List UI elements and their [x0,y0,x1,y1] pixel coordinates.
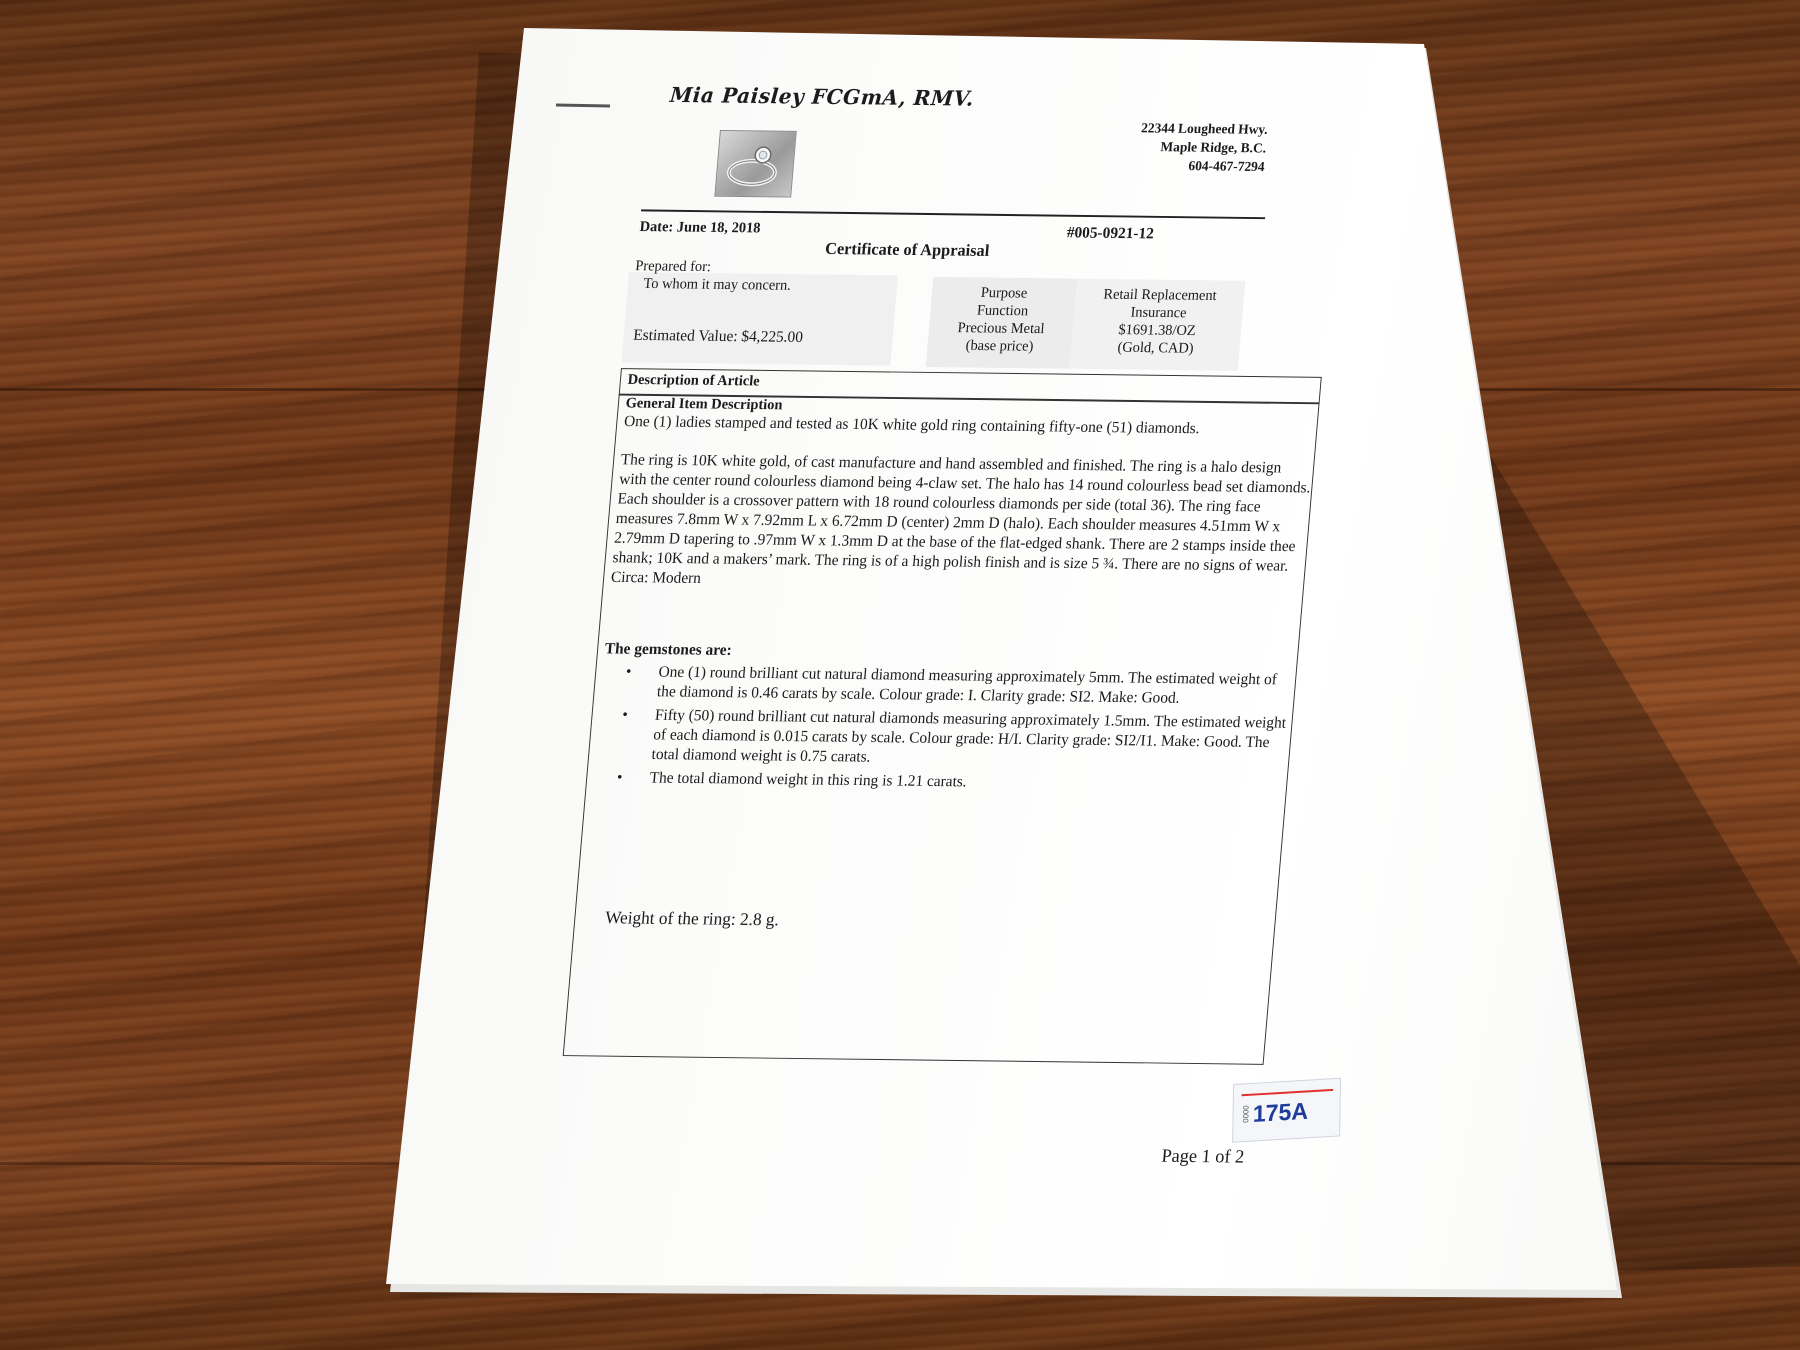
estimated-value: Estimated Value: $4,225.00 [632,327,804,346]
header-divider [641,209,1265,219]
ring-photo-icon [715,131,795,197]
list-item [593,768,1286,796]
sticker-code: 175A [1252,1098,1309,1128]
general-description-title: General Item Description [625,395,784,414]
gemstones-list [593,662,1295,800]
address-street: 22344 Lougheed Hwy. [1140,121,1269,138]
sticker-red-line [1242,1089,1334,1096]
page-number: Page 1 of 2 [1160,1145,1246,1168]
retail-line: Insurance [1129,304,1188,322]
list-item [600,662,1295,710]
appraisal-date: Date: June 18, 2018 [638,219,762,237]
purpose-line: Purpose [980,285,1028,302]
purpose-block [927,284,1077,356]
document-title: Certificate of Appraisal [824,239,991,260]
retail-line: $1691.38/OZ [1117,322,1197,339]
list-item [595,705,1291,772]
inventory-sticker [1232,1078,1341,1143]
prepared-for-value: To whom it may concern. [642,276,792,294]
certificate-document [520,62,1312,1246]
gemstone-text: The total diamond weight in this ring is 1.21 carats. [648,769,968,791]
gemstone-text: One (1) round brilliant cut natural diamond measuring approximately 5mm. The estimated weight of the diamond is 0.46 carats by scale. Colour grade: I. Clarity grade: SI2. Make: Good. [656,663,1278,707]
bullet: • [625,663,633,681]
prepared-for-label: Prepared for: [634,258,712,276]
ring-photo-icon [714,130,796,198]
bullet: • [616,769,624,787]
gemstone-text: Fifty (50) round brilliant cut natural diamonds measuring approximately 1.5mm. The estimated weight of each diamond is 0.015 carats by scale. Colour grade: H/I. Clarity grade: SI2/I1. Make: Good. The total diamond weight is 0.75 carats. [650,706,1287,766]
appraiser-address [1137,120,1268,177]
appraisal-number: #005-0921-12 [1066,224,1155,243]
gemstones-title: The gemstones are: [604,640,733,659]
address-phone: 604-467-7294 [1187,159,1266,176]
purpose-line: (base price) [965,338,1034,355]
general-description-text: One (1) ladies stamped and tested as 10K white gold ring containing fifty-one (51) diamonds. [623,413,1201,438]
ring-description-paragraph: The ring is 10K white gold, of cast manufacture and hand assembled and finished. The ring is a halo design with the center round colourless diamond being 4-claw set. The halo has 14 round colourless bead set diamonds. Each shoulder is a crossover pattern with 18 round colourless diamonds per side (total 36). The ring face measures 7.8mm W x 7.92mm L x 6.72mm D (center) 2mm D (halo). Each shoulder measures 4.51mm W x 2.79mm D tapering to .97mm W x 1.3mm D at the base of the flat-edged shank. There are 2 stamps inside thee shank; 10K and a makers’ mark. The ring is of a high polish finish and is size 5 ¾. There are no signs of wear. Circa: Modern [610,451,1312,587]
address-city: Maple Ridge, B.C. [1159,140,1267,157]
retail-line: Retail Replacement [1102,286,1218,304]
sticker-side-text: 0000 [1241,1105,1251,1124]
appraiser-name: Mia Paisley FCGmA, RMV. [669,82,975,111]
purpose-line: Precious Metal [956,320,1046,338]
bullet: • [621,706,629,724]
description-title: Description of Article [627,372,761,390]
retail-block [1071,286,1245,359]
purpose-line: Function [976,302,1029,320]
ring-weight: Weight of the ring: 2.8 g. [604,907,780,930]
retail-line: (Gold, CAD) [1116,339,1195,357]
